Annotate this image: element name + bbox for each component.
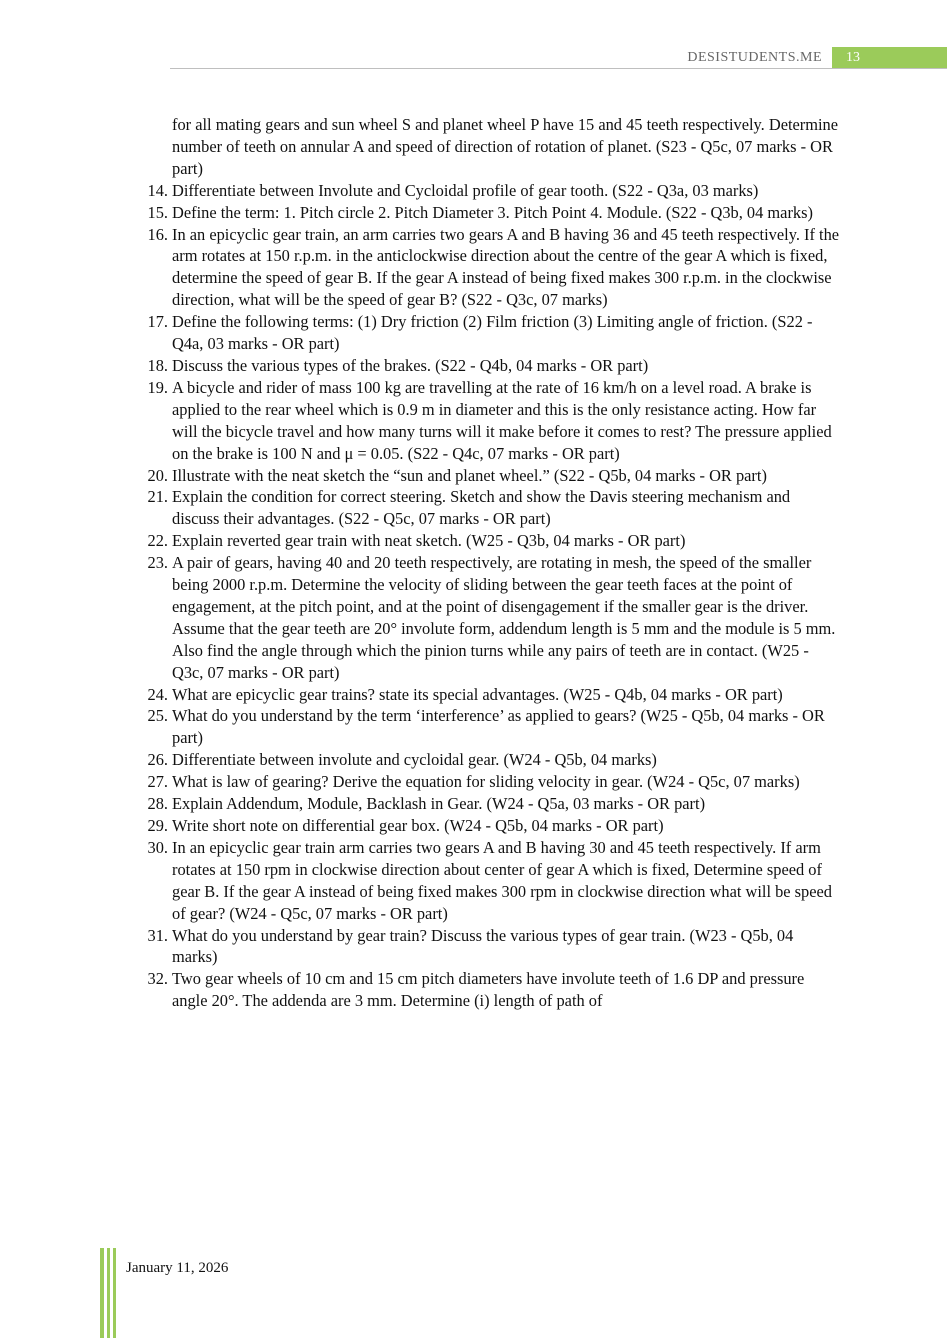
- question-number: 26.: [147, 750, 168, 770]
- question-list-body: [147, 114, 840, 1012]
- question-item: [147, 465, 840, 487]
- question-list: [147, 180, 840, 1012]
- question-number: 28.: [147, 794, 168, 814]
- question-number: 29.: [147, 816, 168, 835]
- question-number: 30.: [147, 837, 168, 857]
- question-item: [147, 552, 840, 683]
- question-item: [147, 180, 840, 202]
- question-text: Explain Addendum, Module, Backlash in Gear. (W24 - Q5a, 03 marks - OR part): [172, 794, 706, 814]
- question-number: 22.: [147, 531, 168, 551]
- question-text: Two gear wheels of 10 cm and 15 cm pitch diameters have involute teeth of 1.6 DP and pressure angle 20°. The addenda are 3 mm. Determine (i) length of path of: [172, 969, 805, 1011]
- question-text: In an epicyclic gear train, an arm carries two gears A and B having 36 and 45 teeth respectively. If the arm rotates at 150 r.p.m. in the anticlockwise direction about the centre of the gear A which is fixed, determine the speed of gear B. If the gear A instead of being fixed makes 300 r.p.m. in the clockwise direction, what will be the speed of gear B? (S22 - Q3c, 07 marks): [172, 224, 840, 310]
- question-text: Differentiate between involute and cycloidal gear. (W24 - Q5b, 04 marks): [172, 750, 657, 770]
- question-text: Differentiate between Involute and Cycloidal profile of gear tooth. (S22 - Q3a, 03 marks): [172, 180, 759, 200]
- question-number: 14.: [147, 180, 168, 200]
- question-item: [147, 684, 840, 706]
- question-text: What is law of gearing? Derive the equation for sliding velocity in gear. (W24 - Q5c, 07 marks): [172, 772, 800, 792]
- question-number: 27.: [147, 772, 168, 792]
- header-divider: [170, 68, 947, 69]
- site-name: DESISTUDENTS.ME: [687, 50, 822, 65]
- question-number: 23.: [147, 553, 168, 573]
- question-text: Discuss the various types of the brakes. (S22 - Q4b, 04 marks - OR part): [172, 355, 649, 375]
- question-text: Explain reverted gear train with neat sketch. (W25 - Q3b, 04 marks - OR part): [172, 531, 686, 551]
- question-text: What do you understand by the term ‘interference’ as applied to gears? (W25 - Q5b, 04 marks - OR part): [172, 706, 825, 748]
- question-number: 15.: [147, 202, 168, 222]
- question-number: 24.: [147, 684, 168, 704]
- question-item: [147, 530, 840, 552]
- question-text: What do you understand by gear train? Discuss the various types of gear train. (W23 - Q5b, 04 marks): [172, 925, 794, 967]
- continuation-paragraph: for all mating gears and sun wheel S and planet wheel P have 15 and 45 teeth respectively. Determine number of teeth on annular A and speed of direction of rotation of planet. (S23 - Q5c, 07 marks - OR part): [172, 115, 839, 178]
- question-text: A bicycle and rider of mass 100 kg are travelling at the rate of 16 km/h on a level road. A brake is applied to the rear wheel which is 0.9 m in diameter and this is the only resistance acting. How far will the bicycle travel and how many turns will it make before it comes to rest? The pressure applied on the brake is 100 N and μ = 0.05. (S22 - Q4c, 07 marks - OR part): [172, 377, 832, 463]
- question-text: A pair of gears, having 40 and 20 teeth respectively, are rotating in mesh, the speed of the smaller being 2000 r.p.m. Determine the velocity of sliding between the gear teeth faces at the point of engagement, at the pitch point, and at the point of disengagement if the smaller gear is the driver. Assume that the gear teeth are 20° involute form, addendum length is 5 mm and the module is 5 mm. Also find the angle through which the pinion turns while any pairs of teeth are in contact. (W25 - Q3c, 07 marks - OR part): [172, 553, 836, 682]
- question-text: What are epicyclic gear trains? state its special advantages. (W25 - Q4b, 04 marks - OR part): [172, 684, 783, 704]
- question-number: 18.: [147, 355, 168, 375]
- question-item: [147, 202, 840, 224]
- footer-date: January 11, 2026: [126, 1260, 229, 1276]
- question-item: [147, 837, 840, 925]
- question-text: Write short note on differential gear box. (W24 - Q5b, 04 marks - OR part): [172, 816, 664, 835]
- question-item: [147, 968, 840, 1012]
- page-header: [687, 47, 947, 69]
- question-item: [147, 705, 840, 749]
- question-number: 17.: [147, 312, 168, 332]
- question-item: [147, 377, 840, 465]
- question-number: 31.: [147, 925, 168, 945]
- question-item: [147, 793, 840, 815]
- question-text: Define the following terms: (1) Dry friction (2) Film friction (3) Limiting angle of friction. (S22 - Q4a, 03 marks - OR part): [172, 312, 813, 354]
- question-item: [147, 311, 840, 355]
- question-item: [147, 224, 840, 312]
- question-number: 20.: [147, 465, 168, 485]
- question-item: [147, 771, 840, 793]
- question-item: [147, 925, 840, 969]
- question-item: [147, 355, 840, 377]
- question-item: [147, 486, 840, 530]
- question-text: In an epicyclic gear train arm carries two gears A and B having 30 and 45 teeth respectively. If arm rotates at 150 rpm in clockwise direction about center of gear A which is fixed, Determine speed of gear B. If the gear A instead of being fixed makes 300 rpm in clockwise direction what will be speed of gear? (W24 - Q5c, 07 marks - OR part): [172, 837, 832, 923]
- question-text: Illustrate with the neat sketch the “sun and planet wheel.” (S22 - Q5b, 04 marks - OR part): [172, 465, 767, 485]
- question-number: 21.: [147, 487, 168, 507]
- footer-decoration: [100, 1248, 118, 1338]
- question-number: 19.: [147, 377, 168, 397]
- question-item: [147, 749, 840, 771]
- question-text: Define the term: 1. Pitch circle 2. Pitch Diameter 3. Pitch Point 4. Module. (S22 - Q3b, 04 marks): [172, 202, 813, 222]
- page-number-badge: 13: [832, 47, 947, 69]
- question-text: Explain the condition for correct steering. Sketch and show the Davis steering mechanism and discuss their advantages. (S22 - Q5c, 07 marks - OR part): [172, 487, 791, 529]
- question-item: [147, 815, 840, 837]
- question-number: 32.: [147, 969, 168, 989]
- question-number: 16.: [147, 224, 168, 244]
- question-number: 25.: [147, 706, 168, 726]
